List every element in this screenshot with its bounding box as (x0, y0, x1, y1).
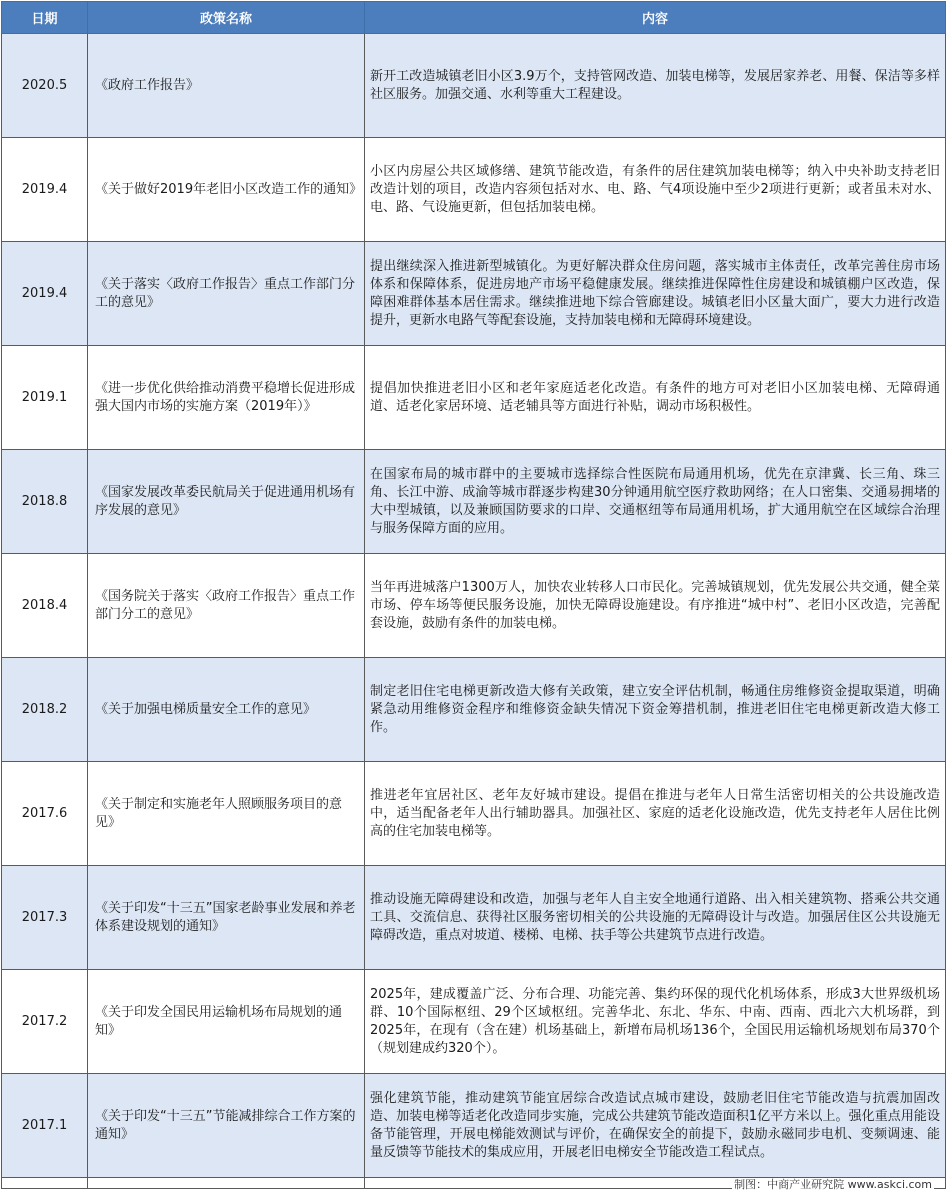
table-row (2, 762, 946, 866)
table-header-row (2, 2, 946, 34)
row-date: 2017.3 (2, 866, 88, 970)
header-policy-name: 政策名称 (88, 2, 365, 34)
row-date: 2018.4 (2, 554, 88, 658)
policy-table (1, 1, 946, 1189)
row-date: 2017.2 (2, 970, 88, 1074)
table-row (2, 242, 946, 346)
row-date: 2018.2 (2, 658, 88, 762)
row-policy-name: 《关于加强电梯质量安全工作的意见》 (88, 658, 365, 762)
row-date: 2019.4 (2, 138, 88, 242)
row-date: 2018.8 (2, 450, 88, 554)
row-policy-name: 《关于做好2019年老旧小区改造工作的通知》 (88, 138, 365, 242)
row-content: 新开工改造城镇老旧小区3.9万个，支持管网改造、加装电梯等，发展居家养老、用餐、保洁等多样社区服务。加强交通、水利等重大工程建设。 (365, 34, 946, 138)
header-date: 日期 (2, 2, 88, 34)
row-content: 提出继续深入推进新型城镇化。为更好解决群众住房问题，落实城市主体责任，改革完善住房市场体系和保障体系，促进房地产市场平稳健康发展。继续推进保障性住房建设和城镇棚户区改造，保障困难群体基本居住需求。继续推进地下综合管廊建设。城镇老旧小区量大面广，要大力进行改造提升，更新水电路气等配套设施，支持加装电梯和无障碍环境建设。 (365, 242, 946, 346)
table-row (2, 658, 946, 762)
row-date: 2020.5 (2, 34, 88, 138)
table-row (2, 346, 946, 450)
row-content: 推动设施无障碍建设和改造，加强与老年人自主安全地通行道路、出入相关建筑物、搭乘公共交通工具、交流信息、获得社区服务密切相关的公共设施的无障碍设计与改造。加强居住区公共设施无障碍改造，重点对坡道、楼梯、电梯、扶手等公共建筑节点进行改造。 (365, 866, 946, 970)
row-content: 提倡加快推进老旧小区和老年家庭适老化改造。有条件的地方可对老旧小区加装电梯、无障碍通道、适老化家居环境、适老辅具等方面进行补贴，调动市场积极性。 (365, 346, 946, 450)
row-content: 制定老旧住宅电梯更新改造大修有关政策，建立安全评估机制，畅通住房维修资金提取渠道，明确紧急动用维修资金程序和维修资金缺失情况下资金筹措机制，推进老旧住宅电梯更新改造大修工作。 (365, 658, 946, 762)
table-row (2, 34, 946, 138)
row-policy-name: 《关于印发全国民用运输机场布局规划的通知》 (88, 970, 365, 1074)
tail-cell (88, 1178, 365, 1189)
row-policy-name: 《关于制定和实施老年人照顾服务项目的意见》 (88, 762, 365, 866)
table-row (2, 138, 946, 242)
row-policy-name: 《政府工作报告》 (88, 34, 365, 138)
row-date: 2019.4 (2, 242, 88, 346)
row-content: 强化建筑节能，推动建筑节能宜居综合改造试点城市建设，鼓励老旧住宅节能改造与抗震加固改造、加装电梯等适老化改造同步实施，完成公共建筑节能改造面积1亿平方米以上。强化重点用能设备节能管理，开展电梯能效测试与评价，在确保安全的前提下，鼓励永磁同步电机、变频调速、能量反馈等节能技术的集成应用，开展老旧电梯安全节能改造工程试点。 (365, 1074, 946, 1178)
row-policy-name: 《关于印发“十三五”国家老龄事业发展和养老体系建设规划的通知》 (88, 866, 365, 970)
row-content: 小区内房屋公共区域修缮、建筑节能改造，有条件的居住建筑加装电梯等；纳入中央补助支持老旧改造计划的项目，改造内容须包括对水、电、路、气4项设施中至少2项进行更新；或者虽未对水、电、路、气设施更新，但包括加装电梯。 (365, 138, 946, 242)
header-content: 内容 (365, 2, 946, 34)
row-date: 2017.1 (2, 1074, 88, 1178)
row-policy-name: 《国务院关于落实〈政府工作报告〉重点工作部门分工的意见》 (88, 554, 365, 658)
row-content: 在国家布局的城市群中的主要城市选择综合性医院布局通用机场，优先在京津冀、长三角、珠三角、长江中游、成渝等城市群逐步构建30分钟通用航空医疗救助网络；在人口密集、交通易拥堵的大中型城镇，以及兼顾国防要求的口岸、交通枢纽等布局通用机场，扩大通用航空在区域综合治理与服务保障方面的应用。 (365, 450, 946, 554)
row-content: 当年再进城落户1300万人，加快农业转移人口市民化。完善城镇规划，优先发展公共交通，健全菜市场、停车场等便民服务设施，加快无障碍设施建设。有序推进“城中村”、老旧小区改造，完善配套设施，鼓励有条件的加装电梯。 (365, 554, 946, 658)
row-date: 2019.1 (2, 346, 88, 450)
row-content: 推进老年宜居社区、老年友好城市建设。提倡在推进与老年人日常生活密切相关的公共设施改造中，适当配备老年人出行辅助器具。加强社区、家庭的适老化设施改造，优先支持老年人居住比例高的住宅加装电梯等。 (365, 762, 946, 866)
table-row (2, 1074, 946, 1178)
row-date: 2017.6 (2, 762, 88, 866)
row-policy-name: 《关于落实〈政府工作报告〉重点工作部门分工的意见》 (88, 242, 365, 346)
table-row (2, 970, 946, 1074)
table-row (2, 866, 946, 970)
tail-cell (2, 1178, 88, 1189)
row-policy-name: 《进一步优化供给推动消费平稳增长促进形成强大国内市场的实施方案（2019年）》 (88, 346, 365, 450)
row-content: 2025年，建成覆盖广泛、分布合理、功能完善、集约环保的现代化机场体系，形成3大世界级机场群、10个国际枢纽、29个区域枢纽。完善华北、东北、华东、中南、西南、西北六大机场群，到2025年，在现有（含在建）机场基础上，新增布局机场136个，全国民用运输机场规划布局370个（规划建成约320个）。 (365, 970, 946, 1074)
row-policy-name: 《关于印发“十三五”节能减排综合工作方案的通知》 (88, 1074, 365, 1178)
row-policy-name: 《国家发展改革委民航局关于促进通用机场有序发展的意见》 (88, 450, 365, 554)
table-row (2, 450, 946, 554)
table-row (2, 554, 946, 658)
source-credit: 制图：中商产业研究院 www.askci.com (734, 1178, 932, 1191)
